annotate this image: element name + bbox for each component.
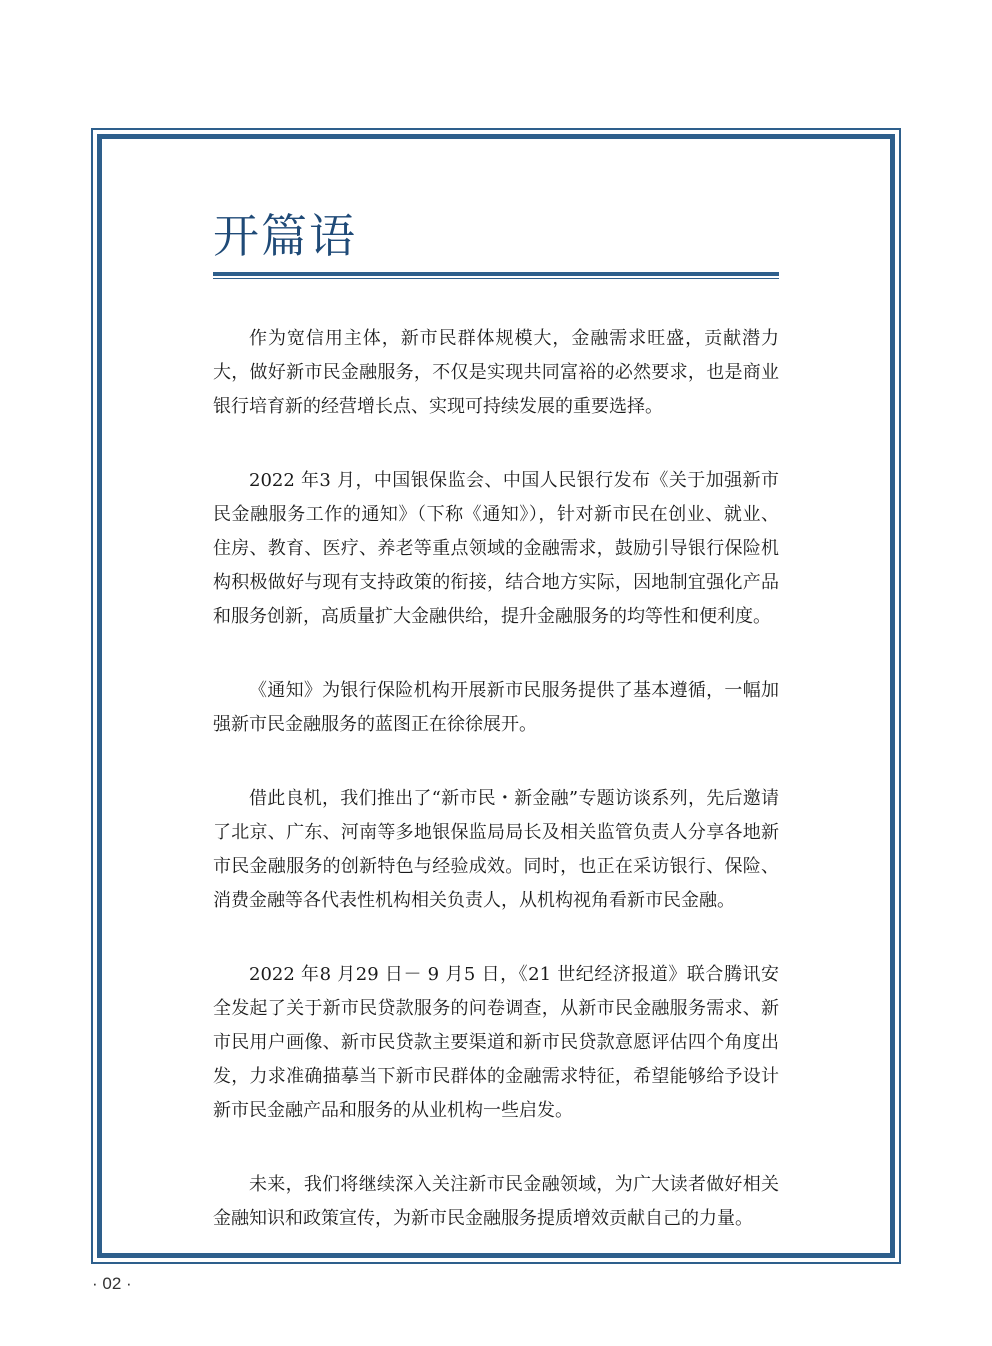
- article-body: [213, 322, 779, 1276]
- paragraph-4: 借此良机，我们推出了“新市民・新金融”专题访谈系列，先后邀请了北京、广东、河南等多地银保监局局长及相关监管负责人分享各地新市民金融服务的创新特色与经验成效。同时，也正在采访银行、保险、消费金融等各代表性机构相关负责人，从机构视角看新市民金融。: [213, 788, 779, 911]
- title-underline-thin: [213, 278, 779, 279]
- title-underline: [213, 272, 779, 276]
- paragraph-3: 《通知》为银行保险机构开展新市民服务提供了基本遵循，一幅加强新市民金融服务的蓝图正在徐徐展开。: [213, 680, 779, 735]
- page-title: 开篇语: [213, 209, 357, 263]
- paragraph-2: 2022 年3 月，中国银保监会、中国人民银行发布《关于加强新市民金融服务工作的通知》（下称《通知》），针对新市民在创业、就业、住房、教育、医疗、养老等重点领域的金融需求，鼓励引导银行保险机构积极做好与现有支持政策的衔接，结合地方实际，因地制宜强化产品和服务创新，高质量扩大金融供给，提升金融服务的均等性和便利度。: [213, 470, 779, 627]
- paragraph-5: 2022 年8 月29 日－ 9 月5 日，《21 世纪经济报道》联合腾讯安全发起了关于新市民贷款服务的问卷调查，从新市民金融服务需求、新市民用户画像、新市民贷款主要渠道和新市民贷款意愿评估四个角度出发，力求准确描摹当下新市民群体的金融需求特征，希望能够给予设计新市民金融产品和服务的从业机构一些启发。: [213, 964, 779, 1121]
- paragraph-1: 作为宽信用主体，新市民群体规模大，金融需求旺盛，贡献潜力大，做好新市民金融服务，不仅是实现共同富裕的必然要求，也是商业银行培育新的经营增长点、实现可持续发展的重要选择。: [213, 328, 779, 417]
- page-number: · 02 ·: [92, 1274, 132, 1293]
- paragraph-6: 未来，我们将继续深入关注新市民金融领域，为广大读者做好相关金融知识和政策宣传，为新市民金融服务提质增效贡献自己的力量。: [213, 1174, 779, 1229]
